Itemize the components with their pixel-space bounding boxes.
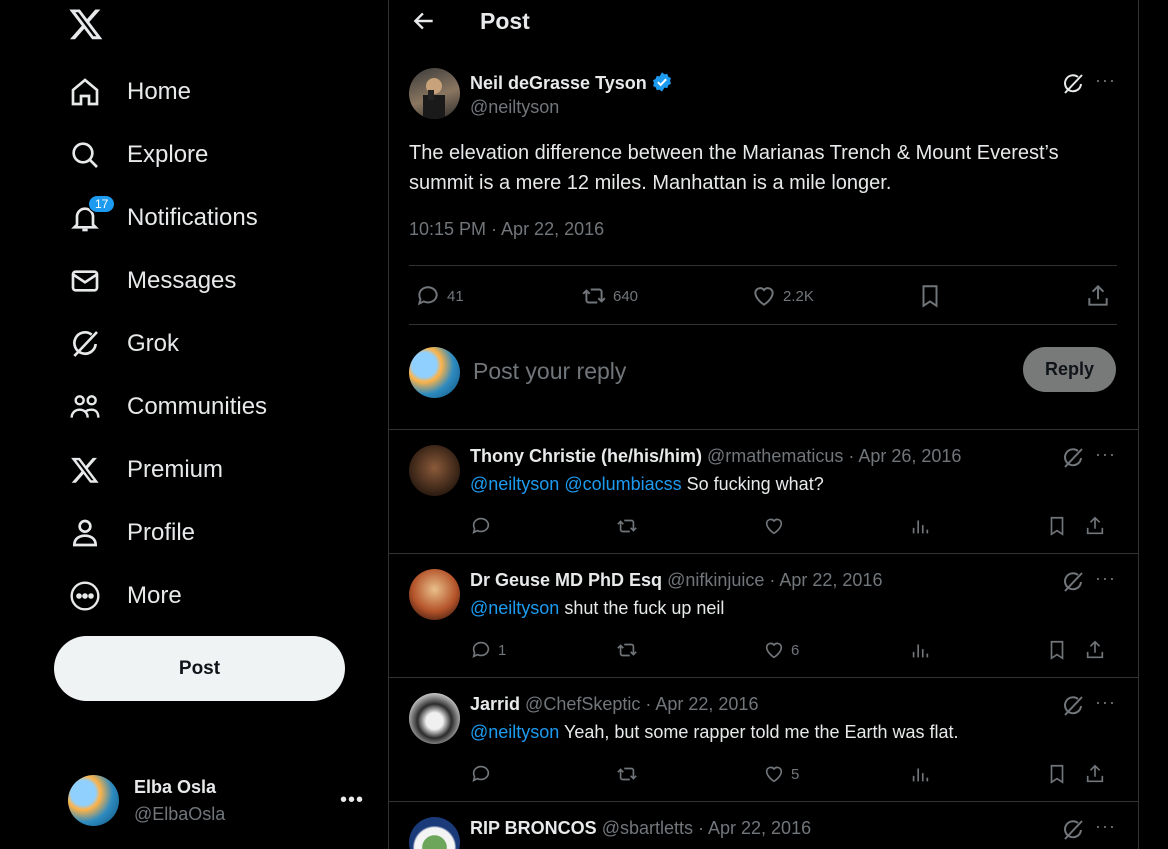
author-name-text: Neil deGrasse Tyson bbox=[470, 73, 647, 93]
views-action[interactable] bbox=[909, 515, 931, 537]
page-header bbox=[389, 0, 1138, 44]
home-icon bbox=[68, 75, 102, 109]
repost-icon bbox=[581, 283, 607, 309]
grok-icon[interactable] bbox=[1061, 694, 1085, 718]
views-icon bbox=[909, 763, 931, 785]
post-text: The elevation difference between the Marianas Trench & Mount Everest’s summit is a mere 12 miles. Manhattan is a mile longer. bbox=[409, 142, 1059, 194]
repost-icon bbox=[616, 515, 638, 537]
reply-button[interactable]: Reply bbox=[1023, 347, 1116, 392]
like-action[interactable] bbox=[763, 763, 799, 785]
share-icon bbox=[1084, 763, 1106, 785]
heart-icon bbox=[763, 639, 785, 661]
reply-item[interactable] bbox=[389, 802, 1138, 849]
post-timestamp[interactable]: 10:15 PM · Apr 22, 2016 bbox=[409, 219, 605, 239]
bookmark-action[interactable] bbox=[1046, 515, 1068, 537]
more-circle-icon bbox=[68, 579, 102, 613]
bookmark-icon bbox=[917, 283, 943, 309]
avatar[interactable] bbox=[409, 693, 460, 744]
more-icon[interactable]: ··· bbox=[1095, 70, 1116, 90]
reply-meta: @sbartletts · Apr 22, 2016 bbox=[601, 818, 812, 838]
reply-icon bbox=[470, 639, 492, 661]
back-arrow-icon[interactable] bbox=[411, 8, 437, 34]
repost-action[interactable] bbox=[616, 515, 644, 537]
bookmark-icon bbox=[1046, 515, 1068, 537]
reply-body: So fucking what? bbox=[681, 474, 824, 494]
nav-label-notifications: Notifications bbox=[127, 203, 258, 231]
avatar[interactable] bbox=[409, 445, 460, 496]
account-name: Elba Osla bbox=[134, 777, 217, 797]
sidebar bbox=[0, 0, 388, 849]
nav-label-grok: Grok bbox=[127, 329, 180, 357]
heart-icon bbox=[763, 515, 785, 537]
like-count: 6 bbox=[791, 641, 800, 659]
grok-icon[interactable] bbox=[1061, 818, 1085, 842]
nav-label-explore: Explore bbox=[127, 140, 209, 168]
account-handle: @ElbaOsla bbox=[134, 804, 226, 824]
avatar bbox=[68, 775, 119, 826]
reply-actions bbox=[470, 639, 1120, 663]
share-icon bbox=[1084, 515, 1106, 537]
heart-icon bbox=[763, 763, 785, 785]
reply-author-name[interactable]: Dr Geuse MD PhD Esq bbox=[470, 570, 663, 590]
reply-header bbox=[470, 694, 758, 715]
x-logo-icon[interactable] bbox=[68, 6, 104, 42]
x-logo-icon bbox=[68, 453, 102, 487]
nav-item-profile[interactable] bbox=[54, 501, 267, 564]
more-icon[interactable]: ··· bbox=[1095, 568, 1116, 588]
repost-action[interactable] bbox=[581, 283, 638, 309]
nav-item-messages[interactable] bbox=[54, 249, 267, 312]
reply-header bbox=[470, 446, 961, 467]
reply-text bbox=[470, 474, 824, 495]
like-action[interactable] bbox=[751, 283, 814, 309]
author-handle[interactable]: @neiltyson bbox=[470, 97, 560, 117]
reply-item[interactable] bbox=[389, 554, 1138, 678]
repost-count: 640 bbox=[613, 287, 639, 305]
nav-item-grok[interactable] bbox=[54, 312, 267, 375]
more-icon[interactable]: ··· bbox=[1095, 444, 1116, 464]
repost-action[interactable] bbox=[616, 639, 644, 661]
notifications-badge: 17 bbox=[88, 195, 115, 213]
post-actions bbox=[409, 265, 1117, 325]
grok-icon[interactable] bbox=[1061, 72, 1085, 96]
share-action[interactable] bbox=[1084, 515, 1106, 537]
like-action[interactable] bbox=[763, 515, 791, 537]
heart-icon bbox=[751, 283, 777, 309]
post-button[interactable]: Post bbox=[54, 636, 345, 701]
avatar[interactable] bbox=[409, 569, 460, 620]
avatar[interactable] bbox=[409, 817, 460, 849]
mail-icon bbox=[68, 264, 102, 298]
avatar bbox=[409, 347, 460, 398]
grok-icon bbox=[68, 327, 102, 361]
like-action[interactable] bbox=[763, 639, 799, 661]
reply-actions bbox=[470, 763, 1120, 787]
author-name[interactable] bbox=[470, 71, 673, 94]
person-icon bbox=[68, 516, 102, 550]
bookmark-icon bbox=[1046, 639, 1068, 661]
views-icon bbox=[909, 639, 931, 661]
reply-item[interactable] bbox=[389, 678, 1138, 802]
nav-item-home[interactable] bbox=[54, 60, 267, 123]
reply-action[interactable] bbox=[415, 283, 464, 309]
nav-label-more: More bbox=[127, 581, 182, 609]
reply-author-name[interactable]: RIP BRONCOS bbox=[470, 818, 597, 838]
reply-count: 1 bbox=[498, 641, 507, 659]
bookmark-action[interactable] bbox=[917, 283, 943, 309]
share-icon bbox=[1085, 283, 1111, 309]
reply-action[interactable] bbox=[470, 515, 498, 537]
nav-label-communities: Communities bbox=[127, 392, 268, 420]
bookmark-icon bbox=[1046, 763, 1068, 785]
mention-link[interactable]: @neiltyson bbox=[470, 598, 560, 618]
reply-icon bbox=[415, 283, 441, 309]
nav-item-premium[interactable] bbox=[54, 438, 267, 501]
more-icon[interactable]: ••• bbox=[340, 789, 365, 811]
mention-link[interactable]: @neiltyson @columbiacss bbox=[470, 474, 682, 494]
reply-icon bbox=[470, 763, 492, 785]
communities-icon bbox=[68, 390, 102, 424]
views-icon bbox=[909, 515, 931, 537]
reply-action[interactable] bbox=[470, 639, 506, 661]
reply-meta: @ChefSkeptic · Apr 22, 2016 bbox=[525, 694, 759, 714]
reply-header bbox=[470, 818, 811, 839]
search-icon bbox=[68, 138, 102, 172]
reply-body: Yeah, but some rapper told me the Earth was flat. bbox=[559, 722, 959, 742]
nav-item-explore[interactable] bbox=[54, 123, 267, 186]
reply-composer bbox=[409, 345, 1117, 401]
repost-action[interactable] bbox=[616, 763, 644, 785]
account-switcher[interactable] bbox=[68, 775, 368, 827]
page-title: Post bbox=[480, 8, 530, 34]
bookmark-action[interactable] bbox=[1046, 639, 1068, 661]
main-column bbox=[388, 0, 1139, 849]
repost-icon bbox=[616, 763, 638, 785]
primary-nav bbox=[54, 60, 267, 627]
views-action[interactable] bbox=[909, 763, 931, 785]
nav-item-communities[interactable] bbox=[54, 375, 267, 438]
nav-label-profile: Profile bbox=[127, 518, 196, 546]
bell-icon bbox=[68, 196, 109, 235]
share-action[interactable] bbox=[1085, 283, 1111, 309]
reply-action[interactable] bbox=[470, 763, 498, 785]
reply-body: shut the fuck up neil bbox=[559, 598, 725, 618]
like-count: 5 bbox=[791, 765, 800, 783]
reply-actions bbox=[470, 515, 1120, 539]
views-action[interactable] bbox=[909, 639, 931, 661]
verified-badge-icon bbox=[651, 71, 673, 93]
nav-label-messages: Messages bbox=[127, 266, 237, 294]
reply-header bbox=[470, 570, 882, 591]
reply-text bbox=[470, 722, 959, 743]
reply-item[interactable] bbox=[389, 430, 1138, 554]
nav-item-more[interactable] bbox=[54, 564, 267, 627]
like-count: 2.2K bbox=[783, 287, 814, 305]
reply-input[interactable] bbox=[471, 355, 975, 387]
avatar[interactable] bbox=[409, 68, 460, 119]
reply-author-name[interactable]: Thony Christie (he/his/him) bbox=[470, 446, 703, 466]
nav-label-home: Home bbox=[127, 77, 192, 105]
share-action[interactable] bbox=[1084, 763, 1106, 785]
grok-icon[interactable] bbox=[1061, 446, 1085, 470]
reply-meta: @nifkinjuice · Apr 22, 2016 bbox=[667, 570, 883, 590]
repost-icon bbox=[616, 639, 638, 661]
more-icon[interactable]: ··· bbox=[1095, 816, 1116, 836]
grok-icon[interactable] bbox=[1061, 570, 1085, 594]
bookmark-action[interactable] bbox=[1046, 763, 1068, 785]
reply-count: 41 bbox=[447, 287, 464, 305]
share-icon bbox=[1084, 639, 1106, 661]
mention-link[interactable]: @neiltyson bbox=[470, 722, 560, 742]
reply-meta: @rmathematicus · Apr 26, 2016 bbox=[707, 446, 962, 466]
share-action[interactable] bbox=[1084, 639, 1106, 661]
reply-author-name[interactable]: Jarrid bbox=[470, 694, 521, 714]
nav-item-notifications[interactable] bbox=[54, 186, 267, 249]
nav-label-premium: Premium bbox=[127, 455, 224, 483]
reply-text bbox=[470, 598, 724, 619]
reply-icon bbox=[470, 515, 492, 537]
more-icon[interactable]: ··· bbox=[1095, 692, 1116, 712]
